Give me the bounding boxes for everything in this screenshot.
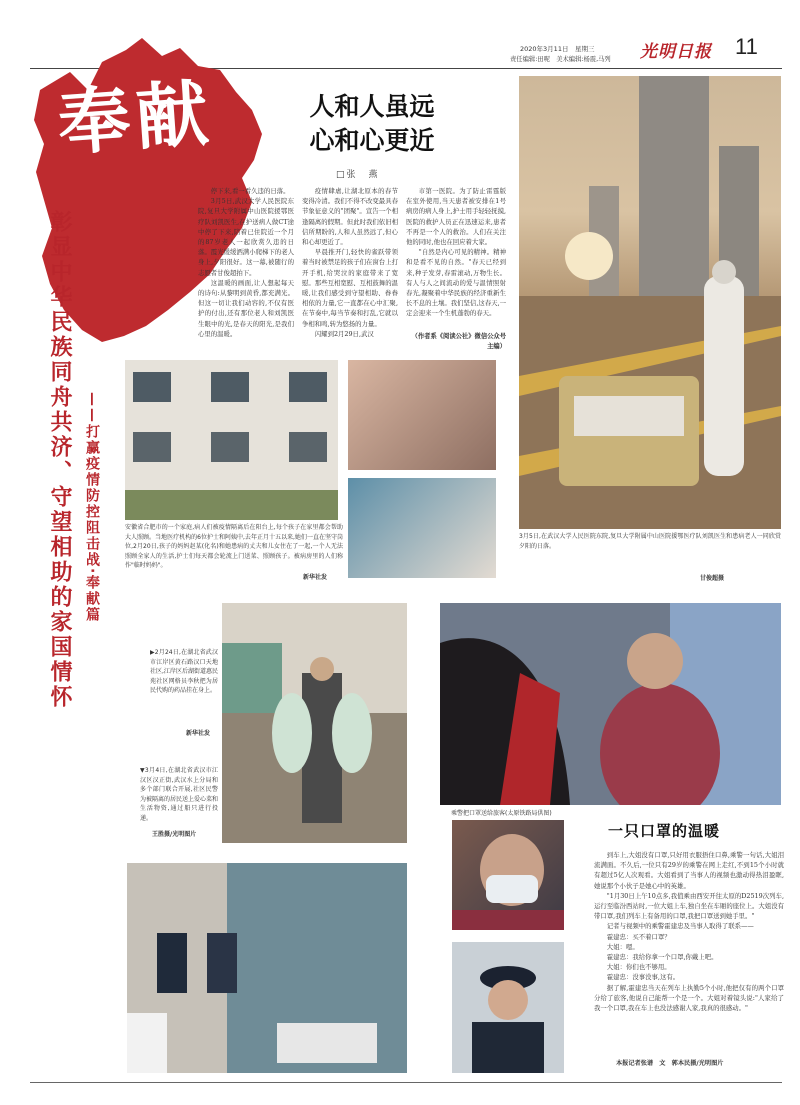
article1-paragraph: 这温暖的画面,让人想起每天的诗句:从黎明到黄昏,都充满光。但这一切让我们动容的,不仅有医护的付出,还有那位老人和刘凯医生眼中的光,是春天的阳光,是我们心里的温暖。 <box>198 278 294 338</box>
article2-dialogue-line: 霍建忠：买不着口罩？ <box>606 932 671 941</box>
article1-headline-line1: 人和人虽远 <box>309 92 435 121</box>
page-number: 11 <box>735 34 758 59</box>
caption-police <box>140 766 218 824</box>
bags-illustration <box>222 603 407 843</box>
article1-paragraph: 市第一医院。为了防止雷霆版在室外使用,当天患者被安排在1号病房的病人身上,护士用手轻轻抚摸,医院的救护人员正在迅速运来,患者不再是一个人的救治。人们在关注他的同时,他也在回应着大家。 <box>406 187 506 247</box>
train-passenger-illustration <box>440 603 781 805</box>
caption-bags-credit: 新华社发 <box>186 730 211 737</box>
article2-body <box>594 850 784 1050</box>
article1-column-3 <box>406 186 506 334</box>
caption-main-photo-text: 3月5日,在武汉大学人民医院东院,复旦大学附属中山医院援鄂医疗队刘凯医生和患病老人一同欣赏夕阳的日落。 <box>519 533 781 550</box>
photo-volunteer-with-bags <box>222 603 407 843</box>
closeup-illustration <box>452 820 564 930</box>
photo-apartment-building <box>125 360 338 520</box>
article2-headline: 一只口罩的温暖 <box>608 822 721 840</box>
header-date: 2020年3月11日 星期三 <box>520 45 595 53</box>
article1-headline-line2: 心和心更近 <box>309 126 435 155</box>
caption-left-row <box>125 523 343 571</box>
newspaper-name: 光明日报 <box>640 42 712 62</box>
caption-bags-text: ▶2月24日,在湖北省武汉市江岸区黄石路汉口天地社区,江岸区后湖街道惠民苑社区网格员李秋把为居民代购的药品挂在身上。 <box>150 649 218 694</box>
bottom-rule <box>30 1082 782 1083</box>
officer-illustration <box>452 942 564 1073</box>
photo-police-river <box>127 863 407 1073</box>
photo-train-police-officer <box>452 942 564 1073</box>
article1-paragraph: 3月5日,武汉大学人民医院东院,复旦大学附属中山医院援鄂医疗队刘凯医生,在护送病人做CT途中停了下来,陪着已住院近一个月的87岁老人一起欣赏久违的日落。霞光缓缓洒满小爬梯下的老人身上,夕阳很好。这一幕,被随行的志愿者甘俊超拍下。 <box>198 197 294 277</box>
caption-police-credit: 王胜摄/光明图片 <box>152 831 197 838</box>
page-header <box>510 34 782 68</box>
article1-headline <box>252 90 492 158</box>
caption-left-row-credit: 新华社发 <box>303 574 328 581</box>
article2-dialogue-line: 霍建忠：没事没事,这有。 <box>606 973 680 982</box>
caption-bags <box>150 648 218 718</box>
article1-paragraph: 疫情肆虐,让湖北原本的春节变得冷清。我们不得不改变最具春节象征意义的"团聚"。宣告一个相逢隔离的假期。但此时我们依旧相信所期盼的,人和人虽然远了,但心和心却更近了。 <box>302 187 398 247</box>
section-title-fengxian: 奉献 <box>55 69 217 166</box>
article1-paragraph: 闪耀到2月29日,武汉 <box>314 329 374 338</box>
article2-paragraph: 到车上,大姐没有口罩,只好用衣服捂住口鼻,乘警一句话,大姐泪流满面。不久后,一位只有29岁的乘警在网上走红,不到15个小时就有超过5亿人次观看。大姐看到了当事人的视频也激动得热泪盈眶,她说那个小伙子是她心中的英雄。 <box>594 851 784 890</box>
river-illustration <box>127 863 407 1073</box>
photo-nurse-child <box>348 360 496 470</box>
caption-left-row-text: 安徽省合肥市的一个家庭,病人们被疫情隔离后在阳台上,每个孩子在家里都会帮助大人照顾。当地医疗机构的6位护士和阿姨中,去年正月十五以来,她们一直在坚守岗位,2月20日,孩子的妈妈赵某(化名)和她患病的丈夫和儿女住在了一起,一个人无法照顾全家人的生活,护士们每天都会轮流上门送菜、照顾孩子。被病房里的人们称作"临时妈妈"。 <box>125 524 343 569</box>
photo-train-passenger <box>440 603 781 805</box>
article2-dialogue-line: 霍建忠：我给你拿一个口罩,你戴上吧。 <box>606 953 718 962</box>
photo-medics-room <box>348 478 496 578</box>
section-headline-vertical: 彰显中华民族同舟共济、守望相助的家国情怀 <box>47 210 72 710</box>
building-illustration <box>125 360 338 520</box>
photo-sunset-hospital <box>519 76 781 529</box>
article1-paragraph: "自然是内心可见的精神。精神和是看不见的自然。"春天已经到来,种子发芽,春雷滚动,万物生长。有人与人之间流动的爱与温情照射春光,凝聚着中华民族的经济重新生长不息的土壤。我们坚信,这春天,一定会迎来一个生机蓬勃的春天。 <box>406 248 506 318</box>
article1-byline: □张 燕 <box>336 170 380 180</box>
article1-column-2 <box>302 186 398 351</box>
article1-author-note: （作者系《阅读公社》微信公众号主编） <box>411 333 506 350</box>
article2-paragraph: "1月30日上午10点多,我值乘由西安开往太原的D2519次列车,运行至临汾西站时,一位大姐上车,独自坐在车厢的座位上。大姐没有带口罩,我们列车上有备用的口罩,我把口罩送到她手里。" <box>594 891 784 921</box>
article1-paragraph: 早晨推开门,轻快的雀跃带领着当时被禁足的孩子们在窗台上打开手机,给哭泣的家庭带来了宽慰。那些互相宽慰、互相鼓舞的温暖,让我们感受到守望相助、眷眷相依的力量,它一直都在心中汇聚,在节奏中,每当节奏和打乱,它就以争相和鸣,转为悠扬的力量。 <box>302 248 398 328</box>
article2-paragraph: 记者与视频中的乘警霍建忠及当事人取得了联系—— <box>606 922 754 931</box>
sunset-scene-illustration <box>519 76 781 529</box>
caption-police-text: ▼3月4日,在湖北省武汉市江汉区汉正街,武汉水上分局和多个部门联合开展,社区民警为被隔离的居民送上爱心菜和生活物资,通过船只进行投递。 <box>140 767 218 822</box>
caption-train: 乘警把口罩送给旅客(太原铁路局供图) <box>451 810 552 817</box>
section-subtitle-vertical: ——打赢疫情防控阻击战·奉献篇 <box>84 392 100 624</box>
article2-byline: 本报记者张谱 文 郭本民摄/光明图片 <box>616 1060 724 1067</box>
caption-main-photo-credit: 甘俊超摄 <box>700 575 725 582</box>
caption-main-photo <box>519 532 781 562</box>
article2-dialogue-line: 大姐：你们也不够用。 <box>606 963 671 972</box>
article2-paragraph: 据了解,霍建忠当天在列车上执勤5个小时,他把仅有的两个口罩分给了旅客,他说自己能帮一个是一个。大姐对着镜头说:"人家给了我一个口罩,我在车上也没法感谢人家,我真的很感动。" <box>594 983 784 1013</box>
header-editors: 责任编辑:田呢 美术编辑:杨震,马列 <box>510 56 611 63</box>
article1-paragraph: 停下来,看一看久违的日落。 <box>210 187 290 195</box>
article1-column-1 <box>198 186 294 351</box>
article2-dialogue-line: 大姐：嗯。 <box>606 942 639 951</box>
photo-passenger-closeup <box>452 820 564 930</box>
